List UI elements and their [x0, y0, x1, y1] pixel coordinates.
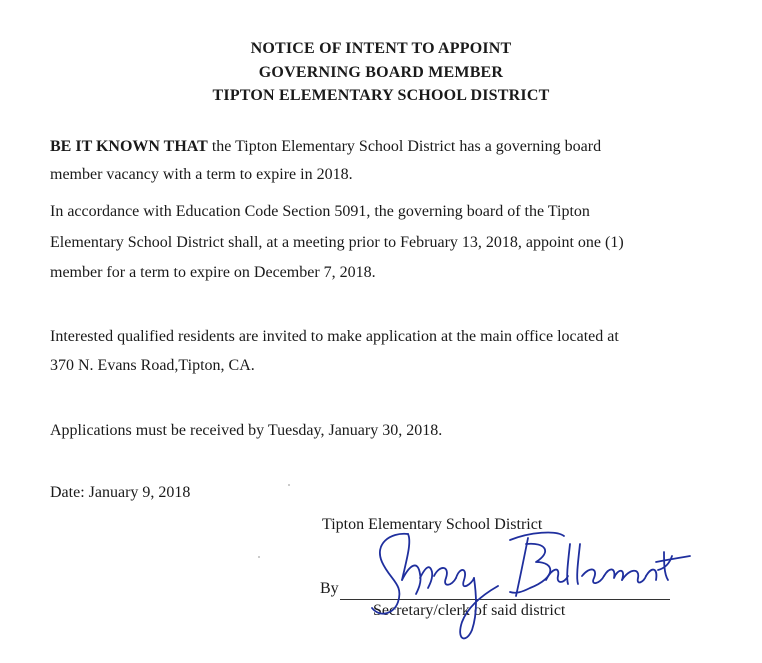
title-line-2: GOVERNING BOARD MEMBER: [258, 64, 504, 81]
signature-organization: Tipton Elementary School District: [322, 516, 543, 533]
paragraph-application-location-line-1: Interested qualified residents are invited to make application at the main office located at: [50, 328, 619, 345]
paragraph-vacancy-line-2: member vacancy with a term to expire in 2018.: [50, 166, 353, 183]
title-line-1: NOTICE OF INTENT TO APPOINT: [250, 40, 512, 57]
scan-speck: [258, 556, 260, 558]
paragraph-education-code-line-3: member for a term to expire on December 7, 2018.: [50, 264, 376, 281]
notice-date: Date: January 9, 2018: [50, 484, 191, 501]
signer-title: Secretary/clerk of said district: [373, 602, 566, 619]
be-it-known-lead: BE IT KNOWN THAT: [50, 138, 208, 155]
scan-speck: [288, 484, 290, 486]
paragraph-vacancy-line-1: [50, 138, 601, 156]
paragraph-deadline: Applications must be received by Tuesday, January 30, 2018.: [50, 422, 443, 439]
handwritten-signature: [360, 522, 710, 652]
signature-by-label: By: [320, 580, 339, 597]
paragraph-education-code-line-1: In accordance with Education Code Section 5091, the governing board of the Tipton: [50, 203, 590, 220]
paragraph-application-location-line-2: 370 N. Evans Road,Tipton, CA.: [50, 357, 255, 374]
paragraph-vacancy-line-1-rest: the Tipton Elementary School District has a governing board: [207, 138, 602, 155]
title-line-3: TIPTON ELEMENTARY SCHOOL DISTRICT: [212, 87, 550, 104]
paragraph-education-code-line-2: Elementary School District shall, at a meeting prior to February 13, 2018, appoint one (1): [50, 234, 624, 251]
